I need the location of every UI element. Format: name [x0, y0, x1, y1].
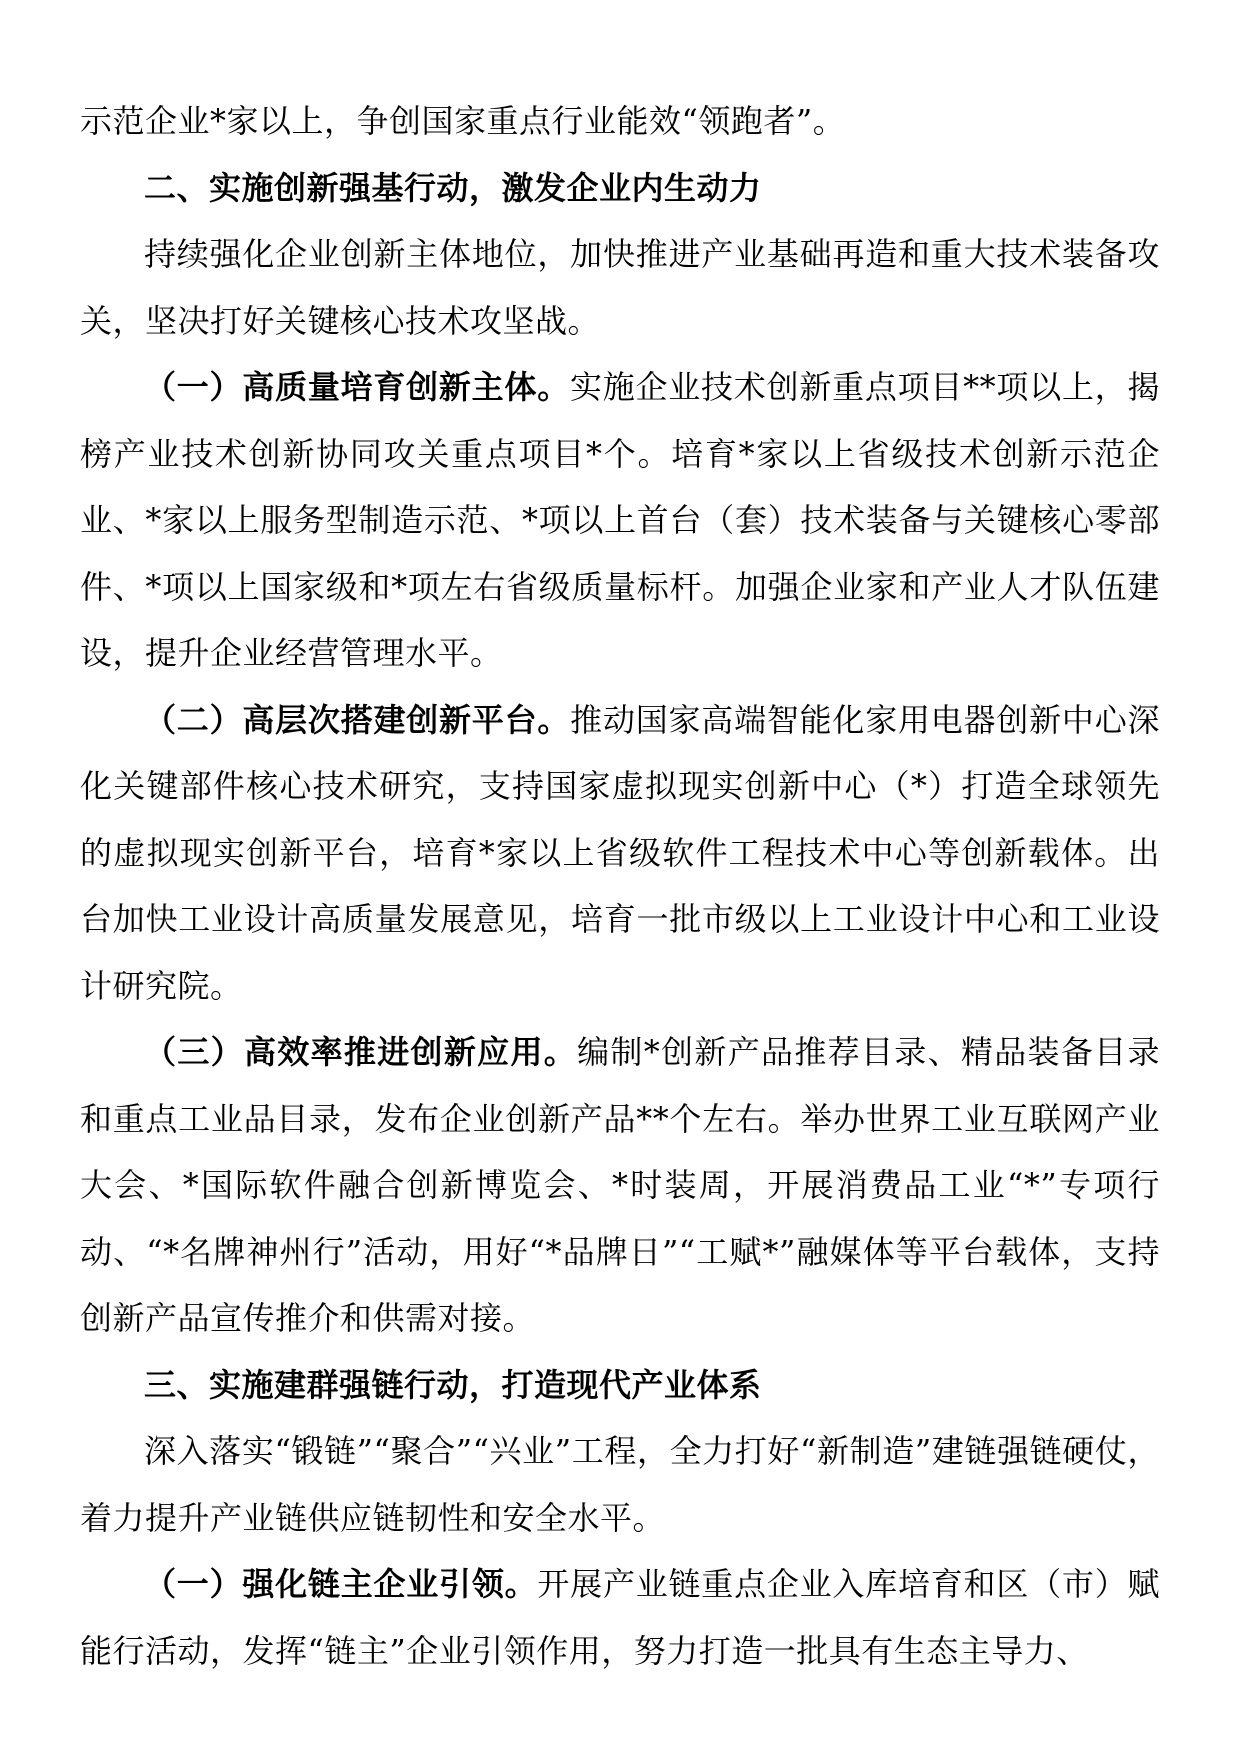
section-2-intro: 持续强化企业创新主体地位，加快推进产业基础再造和重大技术装备攻关，坚决打好关键核心技术攻坚战。: [80, 235, 1160, 340]
item-lead: （二）高层次搭建创新平台。: [144, 700, 571, 739]
item-lead: （一）高质量培育创新主体。: [144, 368, 570, 406]
item-lead: （一）强化链主企业引领。: [144, 1565, 538, 1603]
document-page: [80, 88, 1160, 1684]
item-body: 实施企业技术创新重点项目**项以上，揭榜产业技术创新协同攻关重点项目*个。培育*家以上省级技术创新示范企业、*家以上服务型制造示范、*项以上首台（套）技术装备与关键核心零部件、*项以上国家级和*项左右省级质量标杆。加强企业家和产业人才队伍建设，提升企业经营管理水平。: [80, 368, 1160, 672]
item-body: 编制*创新产品推荐目录、精品装备目录和重点工业品目录，发布企业创新产品**个左右。举办世界工业互联网产业大会、*国际软件融合创新博览会、*时装周，开展消费品工业“*”专项行动、“*名牌神州行”活动，用好“*品牌日”“工赋*”融媒体等平台载体，支持创新产品宣传推介和供需对接。: [80, 1033, 1160, 1337]
section-2-item-3: [80, 1019, 1160, 1352]
section-heading-3: 三、实施建群强链行动，打造现代产业体系: [144, 1365, 762, 1404]
item-lead: （三）高效率推进创新应用。: [144, 1033, 578, 1071]
item-body: 开展产业链重点企业入库培育和区（市）赋能行活动，发挥“链主”企业引领作用，努力打造一批具有生态主导力、: [80, 1565, 1160, 1670]
section-2-item-1: [80, 354, 1160, 687]
paragraph-continuation: 示范企业*家以上，争创国家重点行业能效“领跑者”。: [80, 102, 846, 140]
section-heading-2: 二、实施创新强基行动，激发企业内生动力: [144, 168, 762, 207]
item-body: 推动国家高端智能化家用电器创新中心深化关键部件核心技术研究，支持国家虚拟现实创新中心（*）打造全球领先的虚拟现实创新平台，培育*家以上省级软件工程技术中心等创新载体。出台加快工业设计高质量发展意见，培育一批市级以上工业设计中心和工业设计研究院。: [80, 700, 1160, 1005]
section-3-intro: 深入落实“锻链”“聚合”“兴业”工程，全力打好“新制造”建链强链硬仗，着力提升产业链供应链韧性和安全水平。: [80, 1432, 1160, 1537]
section-2-item-2: [80, 687, 1160, 1020]
section-3-item-1: [80, 1551, 1160, 1684]
